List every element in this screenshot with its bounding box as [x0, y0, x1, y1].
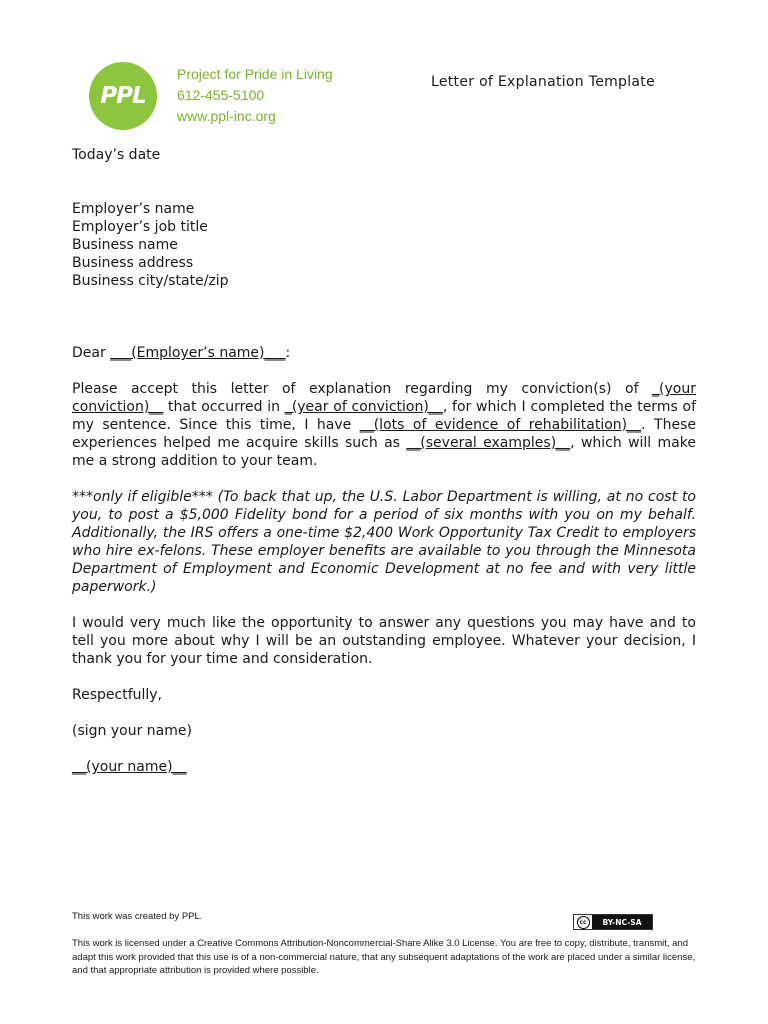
- closing: Respectfully,: [72, 687, 163, 703]
- name-line: [72, 758, 696, 776]
- creative-commons-icon: cc: [574, 915, 592, 929]
- org-phone: 612-455-5100: [177, 87, 265, 103]
- paragraph-text: Please accept this letter of explanation regarding my conviction(s) of: [72, 381, 653, 397]
- signature-line: (sign your name): [72, 723, 192, 739]
- org-name: Project for Pride in Living: [177, 66, 333, 82]
- license-badge[interactable]: [573, 914, 653, 930]
- address-line: Business name: [72, 237, 178, 253]
- address-line: Business address: [72, 255, 194, 271]
- paragraph-text: that occurred in: [163, 399, 285, 415]
- fill-in-blank: __(lots of evidence of rehabilitation)__: [359, 417, 642, 433]
- org-info: [177, 64, 333, 127]
- address-line: Employer’s job title: [72, 219, 208, 235]
- paragraph-text: , which will make me a strong addition to your team.: [72, 435, 696, 469]
- employer-name-blank: ___(Employer’s name)___: [110, 345, 286, 361]
- address-line: Business city/state/zip: [72, 273, 229, 289]
- letter-date: Today’s date: [72, 147, 161, 163]
- paragraph-text: . These experiences helped me acquire skills such as: [72, 417, 696, 451]
- created-by: This work was created by PPL.: [72, 911, 203, 922]
- logo-text: PPL: [100, 83, 146, 109]
- license-badge-label: BY-NC-SA: [592, 915, 652, 929]
- paragraph-text: , for which I completed the terms of my sentence. Since this time, I have: [72, 399, 696, 433]
- org-website: www.ppl-inc.org: [177, 108, 276, 124]
- license-text: This work is licensed under a Creative Commons Attribution-Noncommercial-Share Alike 3.0 License. You are free to copy, distribute, transmit, and adapt this work provided that this use is of a non-commercial nature, that any subsequent adaptations of the work are placed under a similar license, and that appropriate attribution is provided where possible.: [72, 938, 696, 976]
- fill-in-blank: _(year of conviction)__: [284, 399, 443, 415]
- paragraph-closing: I would very much like the opportunity to answer any questions you may have and to tell you more about why I will be an outstanding employee. Whatever your decision, I thank you for your time and consideration.: [72, 615, 696, 667]
- fill-in-blank: __(several examples)__: [406, 435, 571, 451]
- your-name-blank: __(your name)__: [72, 759, 187, 775]
- fill-in-blank: _(your conviction)__: [72, 381, 696, 415]
- document-title: Letter of Explanation Template: [431, 74, 655, 90]
- address-block: [72, 200, 696, 290]
- paragraph-1: [72, 380, 696, 470]
- salutation-text: Dear: [72, 345, 111, 361]
- ppl-logo: [89, 62, 157, 130]
- paragraph-eligibility: ***only if eligible*** (To back that up, the U.S. Labor Department is willing, at no cost to you, to post a $5,000 Fidelity bond for a period of six months with you on my behalf. Additionally, the IRS offers a one-time $2,400 Work Opportunity Tax Credit to employers who hire ex-felons. These employer benefits are available to you through the Minnesota Department of Employment and Economic Development at no fee and with very little paperwork.): [72, 489, 696, 595]
- address-line: Employer’s name: [72, 201, 195, 217]
- salutation-end: :: [285, 345, 291, 361]
- letter-body: [72, 146, 696, 776]
- salutation: [72, 344, 696, 362]
